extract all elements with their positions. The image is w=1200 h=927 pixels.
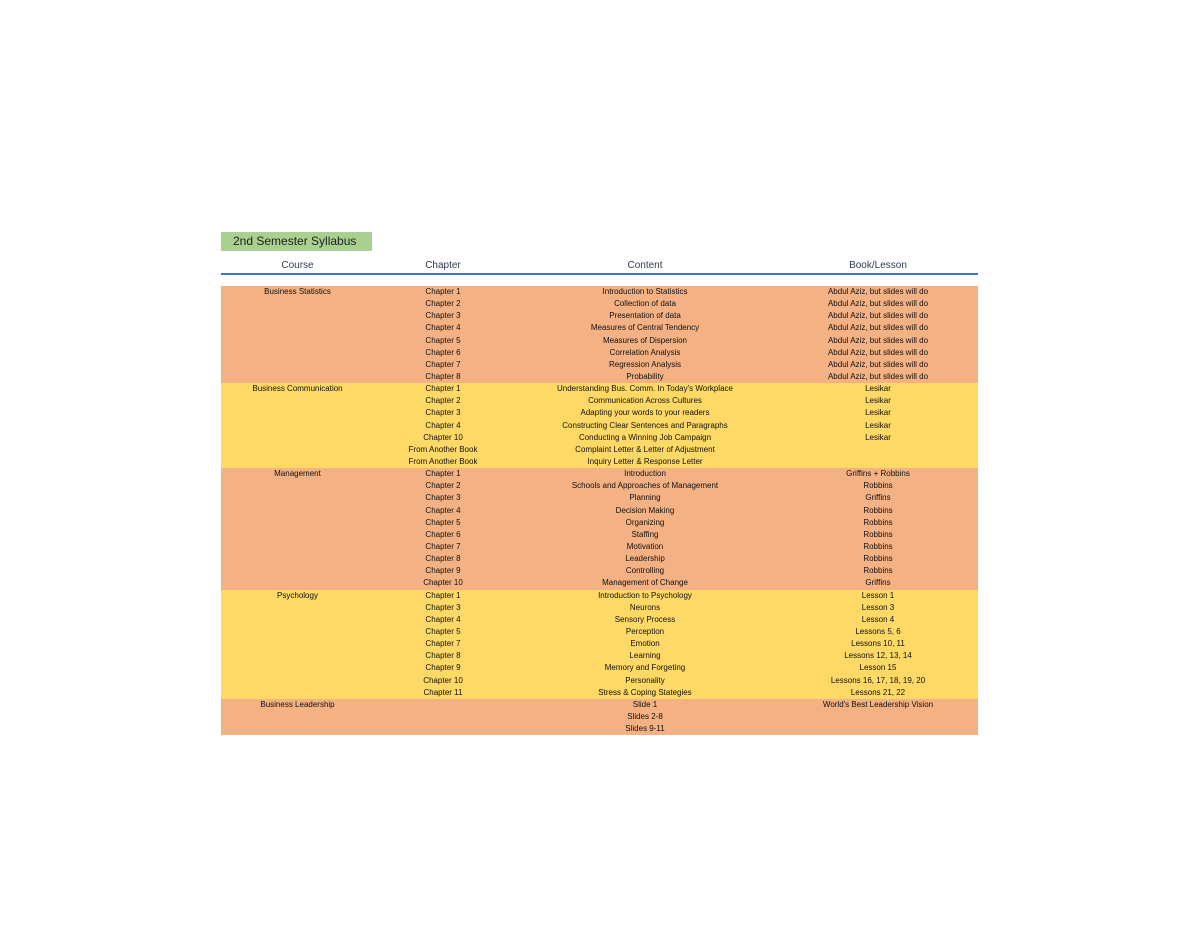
content-cell: Planning	[629, 493, 661, 503]
content-cell: Staffing	[631, 529, 659, 539]
course-cell	[221, 614, 374, 626]
course-cell	[221, 335, 374, 347]
chapter-cell: Chapter 3	[425, 493, 461, 503]
chapter-cell: Chapter 4	[425, 420, 461, 430]
book-lesson-cell: Lessons 10, 11	[851, 639, 905, 649]
content-cell: Slides 9-11	[625, 724, 665, 734]
chapter-cell: Chapter 6	[425, 529, 461, 539]
book-lesson-cell: Robbins	[863, 481, 893, 491]
content-cell: Collection of data	[614, 299, 676, 309]
content-cell: Measures of Dispersion	[602, 335, 688, 345]
chapter-cell: Chapter 4	[425, 505, 461, 515]
content-cell: Emotion	[630, 639, 660, 649]
table-row	[221, 517, 978, 529]
content-cell: Slide 1	[632, 699, 658, 709]
header-spacer	[221, 275, 978, 286]
course-cell	[221, 650, 374, 662]
book-lesson-cell	[778, 444, 978, 456]
table-row	[221, 310, 978, 322]
chapter-cell: Chapter 9	[425, 566, 461, 576]
course-cell	[221, 371, 374, 383]
content-cell: Regression Analysis	[608, 359, 682, 369]
table-row	[221, 687, 978, 699]
book-lesson-cell: Abdul Aziz, but slides will do	[827, 299, 929, 309]
content-cell: Stress & Coping Stategies	[598, 687, 692, 697]
table-row	[221, 614, 978, 626]
chapter-cell: Chapter 7	[425, 639, 461, 649]
course-group	[221, 286, 978, 383]
syllabus-sheet	[221, 232, 978, 735]
table-row	[221, 565, 978, 577]
table-row	[221, 541, 978, 553]
table-row	[221, 590, 978, 602]
table-row	[221, 407, 978, 419]
course-cell	[221, 347, 374, 359]
book-lesson-cell: Griffins + Robbins	[846, 469, 910, 479]
course-cell: Management	[274, 469, 321, 479]
chapter-cell	[374, 723, 512, 735]
chapter-cell: Chapter 10	[423, 675, 463, 685]
course-cell	[221, 505, 374, 517]
course-cell: Psychology	[277, 590, 318, 600]
table-row	[221, 444, 978, 456]
course-cell	[221, 577, 374, 589]
course-cell	[221, 456, 374, 468]
content-cell: Personality	[625, 675, 665, 685]
table-row	[221, 626, 978, 638]
course-cell	[221, 322, 374, 334]
header-course: Course	[281, 260, 314, 271]
table-row	[221, 638, 978, 650]
book-lesson-cell	[778, 711, 978, 723]
content-cell: Organizing	[625, 517, 665, 527]
table-row	[221, 322, 978, 334]
table-row	[221, 529, 978, 541]
chapter-cell: Chapter 3	[425, 408, 461, 418]
course-cell	[221, 492, 374, 504]
chapter-cell: Chapter 5	[425, 517, 461, 527]
course-cell	[221, 517, 374, 529]
table-row	[221, 395, 978, 407]
course-cell	[221, 298, 374, 310]
book-lesson-cell: Robbins	[863, 566, 893, 576]
chapter-cell: Chapter 3	[425, 311, 461, 321]
book-lesson-cell: Robbins	[863, 505, 893, 515]
course-cell	[221, 420, 374, 432]
chapter-cell: Chapter 1	[425, 384, 461, 394]
table-row	[221, 553, 978, 565]
course-cell: Business Leadership	[260, 699, 335, 709]
course-cell	[221, 602, 374, 614]
course-group	[221, 468, 978, 589]
table-row	[221, 699, 978, 711]
course-cell	[221, 359, 374, 371]
chapter-cell	[374, 711, 512, 723]
content-cell: Sensory Process	[614, 614, 676, 624]
chapter-cell: Chapter 3	[425, 602, 461, 612]
chapter-cell: Chapter 5	[425, 626, 461, 636]
content-cell: Complaint Letter & Letter of Adjustment	[575, 444, 715, 454]
course-cell	[221, 407, 374, 419]
chapter-cell: Chapter 4	[425, 614, 461, 624]
table-row	[221, 298, 978, 310]
book-lesson-cell: Lesikar	[865, 408, 891, 418]
course-cell	[221, 444, 374, 456]
chapter-cell: From Another Book	[408, 456, 478, 466]
chapter-cell: Chapter 7	[425, 541, 461, 551]
chapter-cell: Chapter 6	[425, 347, 461, 357]
table-row	[221, 286, 978, 298]
chapter-cell: Chapter 2	[425, 396, 461, 406]
course-cell	[221, 723, 374, 735]
header-chapter: Chapter	[425, 260, 461, 271]
content-cell: Presentation of data	[609, 311, 681, 321]
book-lesson-cell: Lesikar	[865, 384, 891, 394]
chapter-cell: From Another Book	[408, 444, 478, 454]
book-lesson-cell	[778, 723, 978, 735]
content-cell: Correlation Analysis	[609, 347, 681, 357]
course-cell: Business Communication	[252, 384, 343, 394]
content-cell: Management of Change	[602, 578, 688, 588]
chapter-cell: Chapter 10	[423, 578, 463, 588]
content-cell: Memory and Forgeting	[604, 663, 686, 673]
sheet-title: 2nd Semester Syllabus	[221, 232, 372, 251]
chapter-cell: Chapter 10	[423, 432, 463, 442]
course-cell	[221, 711, 374, 723]
content-cell: Adapting your words to your readers	[580, 408, 710, 418]
book-lesson-cell	[778, 456, 978, 468]
chapter-cell: Chapter 5	[425, 335, 461, 345]
book-lesson-cell: Abdul Aziz, but slides will do	[827, 323, 929, 333]
content-cell: Leadership	[625, 554, 665, 564]
content-cell: Learning	[629, 651, 661, 661]
book-lesson-cell: Lesson 4	[861, 614, 895, 624]
book-lesson-cell: Lessons 5, 6	[855, 626, 901, 636]
content-cell: Introduction to Statistics	[602, 287, 688, 296]
course-cell	[221, 553, 374, 565]
table-row	[221, 723, 978, 735]
book-lesson-cell: Lesikar	[865, 396, 891, 406]
chapter-cell: Chapter 8	[425, 651, 461, 661]
table-row	[221, 359, 978, 371]
book-lesson-cell: Abdul Aziz, but slides will do	[827, 287, 929, 296]
table-row	[221, 468, 978, 480]
book-lesson-cell: Abdul Aziz, but slides will do	[827, 335, 929, 345]
table-row	[221, 420, 978, 432]
table-row	[221, 650, 978, 662]
content-cell: Controlling	[625, 566, 665, 576]
content-cell: Neurons	[629, 602, 661, 612]
book-lesson-cell: Abdul Aziz, but slides will do	[827, 359, 929, 369]
book-lesson-cell: Abdul Aziz, but slides will do	[827, 311, 929, 321]
chapter-cell	[374, 699, 512, 711]
table-row	[221, 335, 978, 347]
header-content: Content	[627, 260, 663, 271]
book-lesson-cell: Lesson 1	[861, 590, 895, 600]
course-cell	[221, 626, 374, 638]
table-row	[221, 480, 978, 492]
table-row	[221, 675, 978, 687]
book-lesson-cell: Lesikar	[865, 432, 891, 442]
chapter-cell: Chapter 8	[425, 371, 461, 381]
table-row	[221, 456, 978, 468]
header-book-lesson: Book/Lesson	[849, 260, 907, 271]
content-cell: Inquiry Letter & Response Letter	[587, 456, 703, 466]
book-lesson-cell: Lessons 16, 17, 18, 19, 20	[830, 675, 926, 685]
content-cell: Motivation	[626, 541, 664, 551]
course-cell	[221, 529, 374, 541]
course-cell	[221, 675, 374, 687]
book-lesson-cell: Robbins	[863, 554, 893, 564]
content-cell: Schools and Approaches of Management	[571, 481, 719, 491]
book-lesson-cell: Lesikar	[865, 420, 891, 430]
chapter-cell: Chapter 9	[425, 663, 461, 673]
content-cell: Slides 2-8	[627, 711, 663, 721]
book-lesson-cell: Lesson 3	[861, 602, 895, 612]
table-row	[221, 371, 978, 383]
course-cell	[221, 687, 374, 699]
book-lesson-cell: Robbins	[863, 529, 893, 539]
book-lesson-cell: Lesson 15	[859, 663, 897, 673]
content-cell: Constructing Clear Sentences and Paragraphs	[562, 420, 728, 430]
content-cell: Understanding Bus. Comm. In Today's Workplace	[557, 384, 733, 394]
table-row	[221, 383, 978, 395]
table-row	[221, 662, 978, 674]
book-lesson-cell: World's Best Leadership Vision	[822, 699, 934, 709]
course-cell	[221, 395, 374, 407]
content-cell: Conducting a Winning Job Campaign	[578, 432, 712, 442]
content-cell: Decision Making	[615, 505, 675, 515]
content-cell: Communication Across Cultures	[588, 396, 702, 406]
course-cell	[221, 638, 374, 650]
book-lesson-cell: Lessons 21, 22	[850, 687, 906, 697]
course-cell	[221, 432, 374, 444]
chapter-cell: Chapter 1	[425, 287, 461, 296]
table-row	[221, 432, 978, 444]
book-lesson-cell: Griffins	[865, 578, 891, 588]
content-cell: Probability	[626, 371, 664, 381]
book-lesson-cell: Abdul Aziz, but slides will do	[827, 347, 929, 357]
course-cell	[221, 662, 374, 674]
content-cell: Introduction to Psychology	[598, 590, 692, 600]
table-row	[221, 577, 978, 589]
table-row	[221, 347, 978, 359]
book-lesson-cell: Lessons 12, 13, 14	[844, 651, 912, 661]
book-lesson-cell: Griffins	[865, 493, 891, 503]
chapter-cell: Chapter 7	[425, 359, 461, 369]
course-group	[221, 590, 978, 699]
book-lesson-cell: Robbins	[863, 541, 893, 551]
chapter-cell: Chapter 2	[425, 299, 461, 309]
course-group	[221, 699, 978, 735]
syllabus-table-body	[221, 286, 978, 735]
course-cell	[221, 565, 374, 577]
table-row	[221, 505, 978, 517]
chapter-cell: Chapter 4	[425, 323, 461, 333]
table-row	[221, 711, 978, 723]
course-cell	[221, 541, 374, 553]
book-lesson-cell: Robbins	[863, 517, 893, 527]
chapter-cell: Chapter 1	[425, 469, 461, 479]
header-row	[221, 259, 978, 275]
content-cell: Introduction	[624, 469, 666, 479]
table-row	[221, 602, 978, 614]
table-row	[221, 492, 978, 504]
chapter-cell: Chapter 2	[425, 481, 461, 491]
content-cell: Measures of Central Tendency	[590, 323, 700, 333]
book-lesson-cell: Abdul Aziz, but slides will do	[827, 371, 929, 381]
chapter-cell: Chapter 11	[423, 687, 463, 697]
course-cell: Business Statistics	[264, 287, 331, 296]
content-cell: Perception	[625, 626, 665, 636]
chapter-cell: Chapter 8	[425, 554, 461, 564]
course-group	[221, 383, 978, 468]
course-cell	[221, 480, 374, 492]
course-cell	[221, 310, 374, 322]
chapter-cell: Chapter 1	[425, 590, 461, 600]
